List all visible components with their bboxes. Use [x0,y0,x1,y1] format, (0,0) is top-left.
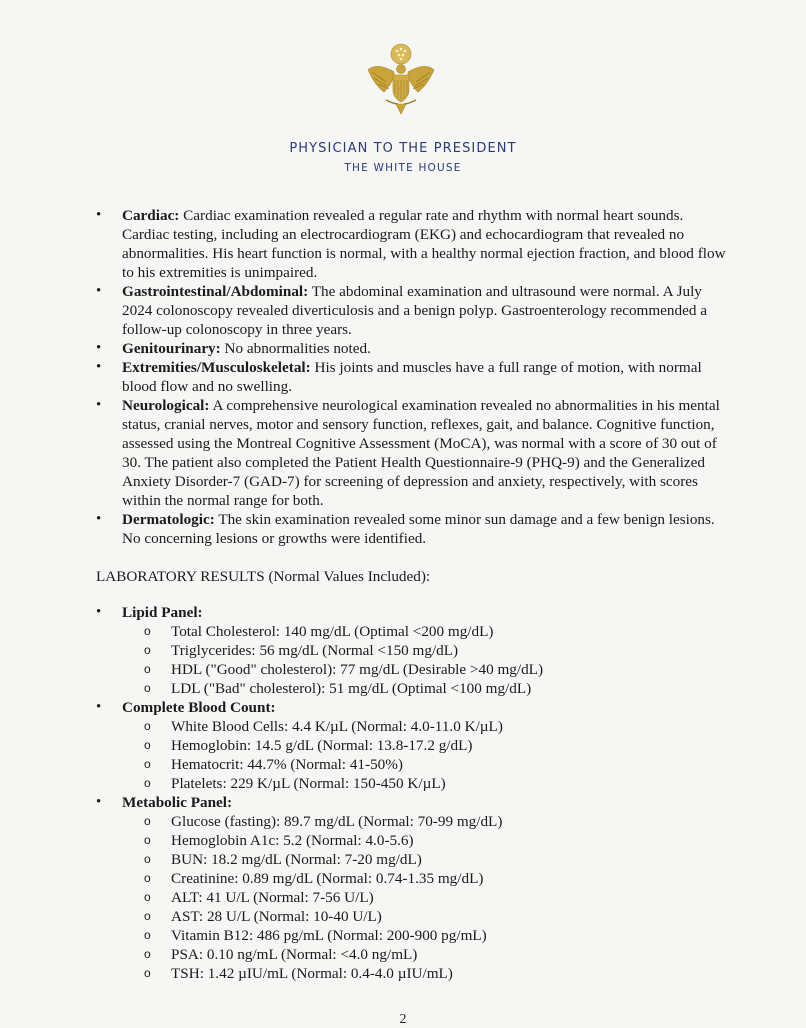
exam-label: Gastrointestinal/Abdominal: [122,283,309,300]
exam-item-cardiac [96,206,726,282]
letterhead-title: PHYSICIAN TO THE PRESIDENT [289,141,517,156]
lab-item: o White Blood Cells: 4.4 K/µL (Normal: 4.0-11.0 K/µL) [144,717,726,736]
lab-item: o Creatinine: 0.89 mg/dL (Normal: 0.74-1.35 mg/dL) [144,869,726,888]
lab-item: o AST: 28 U/L (Normal: 10-40 U/L) [144,907,726,926]
lab-item: o PSA: 0.10 ng/mL (Normal: <4.0 ng/mL) [144,945,726,964]
lab-sublist [122,717,726,793]
lab-sublist [122,622,726,698]
exam-item-musculoskeletal [96,358,726,396]
exam-item-neurological [96,396,726,510]
exam-text: His joints and muscles have a full range of motion, with normal blood flow and no swelling. [122,359,702,395]
lab-item: o TSH: 1.42 µIU/mL (Normal: 0.4-4.0 µIU/mL) [144,964,726,983]
exam-findings-list [96,206,726,548]
lab-item: o LDL ("Bad" cholesterol): 51 mg/dL (Optimal <100 mg/dL) [144,679,726,698]
exam-text: The abdominal examination and ultrasound were normal. A July 2024 colonoscopy revealed diverticulosis and a benign polyp. Gastroenterology recommended a follow-up colonoscopy in three years. [122,283,707,338]
lab-item: o Hemoglobin A1c: 5.2 (Normal: 4.0-5.6) [144,831,726,850]
lab-item: o Hematocrit: 44.7% (Normal: 41-50%) [144,755,726,774]
exam-label: Dermatologic: [122,511,215,528]
exam-label: Genitourinary: [122,340,221,357]
report-body [96,206,726,983]
presidential-eagle-seal-icon [364,42,438,118]
lab-item: o Glucose (fasting): 89.7 mg/dL (Normal: 70-99 mg/dL) [144,812,726,831]
lab-item: o Triglycerides: 56 mg/dL (Normal <150 mg/dL) [144,641,726,660]
exam-label: Neurological: [122,397,210,414]
exam-text: Cardiac examination revealed a regular rate and rhythm with normal heart sounds. Cardiac testing, including an electrocardiogram (EKG) and echocardiogram that revealed no abnormalities. His heart function is normal, with a healthy normal ejection fraction, and blood flow to his extremities is unimpaired. [122,207,726,281]
exam-item-gastrointestinal [96,282,726,339]
exam-text: The skin examination revealed some minor sun damage and a few benign lesions. No concerning lesions or growths were identified. [122,511,715,547]
lab-group-cbc [96,698,726,793]
exam-item-genitourinary [96,339,726,358]
exam-label: Cardiac: [122,207,180,224]
exam-label: Extremities/Musculoskeletal: [122,359,311,376]
lab-item: o BUN: 18.2 mg/dL (Normal: 7-20 mg/dL) [144,850,726,869]
lab-sublist [122,812,726,983]
lab-group-metabolic [96,793,726,983]
lab-results-list [96,603,726,983]
lab-item: o Platelets: 229 K/µL (Normal: 150-450 K/µL) [144,774,726,793]
lab-group-label: Metabolic Panel: [122,794,233,811]
exam-text: No abnormalities noted. [224,340,371,357]
lab-item: o ALT: 41 U/L (Normal: 7-56 U/L) [144,888,726,907]
lab-results-heading: LABORATORY RESULTS (Normal Values Included): [96,568,431,585]
lab-item: o Hemoglobin: 14.5 g/dL (Normal: 13.8-17.2 g/dL) [144,736,726,755]
page-number: 2 [399,1012,407,1027]
lab-item: o Total Cholesterol: 140 mg/dL (Optimal <200 mg/dL) [144,622,726,641]
lab-group-label: Lipid Panel: [122,604,203,621]
exam-item-dermatologic [96,510,726,548]
lab-item: o HDL ("Good" cholesterol): 77 mg/dL (Desirable >40 mg/dL) [144,660,726,679]
exam-text: A comprehensive neurological examination revealed no abnormalities in his mental status, cranial nerves, motor and sensory function, reflexes, gait, and balance. Cognitive function, assessed using the Montreal Cognitive Assessment (MoCA), was normal with a score of 30 out of 30. The patient also completed the Patient Health Questionnaire-9 (PHQ-9) and the Generalized Anxiety Disorder-7 (GAD-7) for screening of depression and anxiety, respectively, with scores within the normal range for both. [122,397,720,509]
lab-group-label: Complete Blood Count: [122,699,276,716]
lab-item: o Vitamin B12: 486 pg/mL (Normal: 200-900 pg/mL) [144,926,726,945]
lab-group-lipid [96,603,726,698]
letterhead-subtitle: THE WHITE HOUSE [344,162,462,174]
